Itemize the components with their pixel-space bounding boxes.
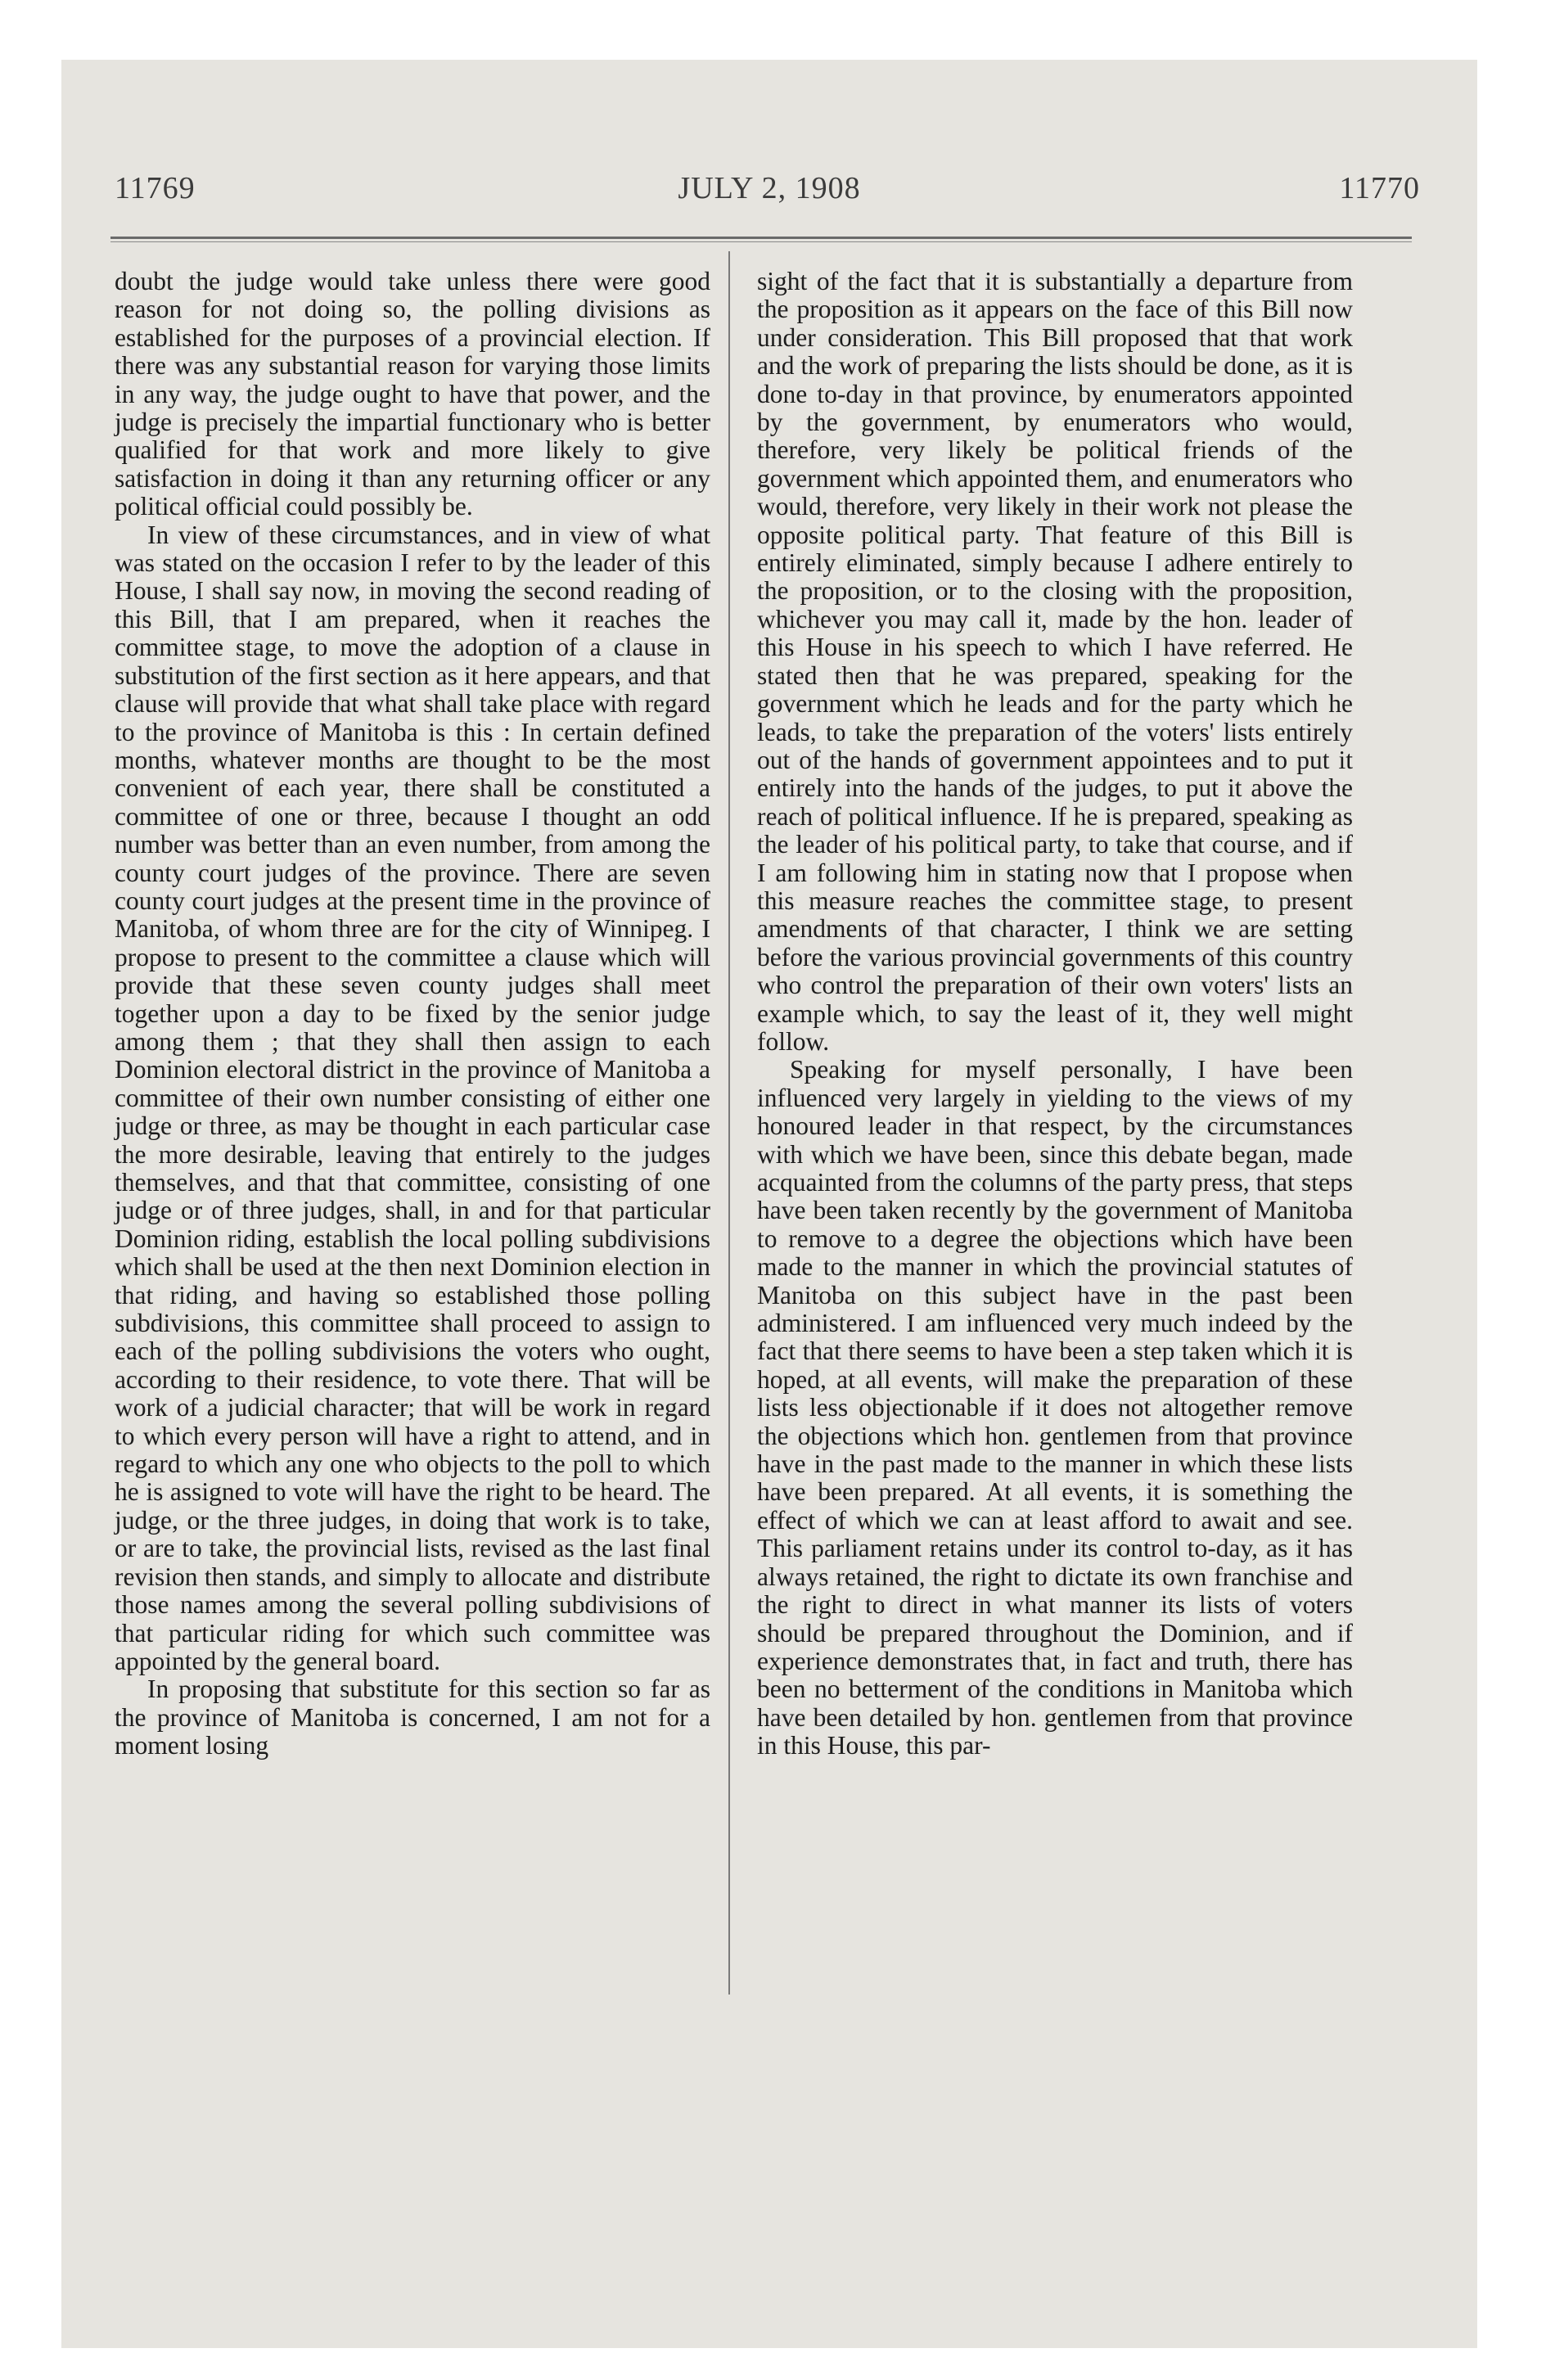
header-rule [110,237,1412,239]
left-paragraph-1: doubt the judge would take unless there were good reason for not doing so, the polling divisions as established for the purposes of a provincial election. If there was any substantial reason for varying those limits in any way, the judge ought to have that power, and the judge is precisely the impartial functionary who is better qualified for that work and more likely to give satisfaction in doing it than any returning officer or any political official could possibly be. [115,267,710,521]
right-paragraph-1: sight of the fact that it is substantially a departure from the proposition as it appears on the face of this Bill now under consideration. This Bill proposed that that work and the work of preparing the lists should be done, as it is done to-day in that province, by enumerators appointed by the government, by enumerators who would, therefore, very likely be political friends of the government which appointed them, and enumerators who would, therefore, very likely in their work not please the opposite political party. That feature of this Bill is entirely eliminated, simply because I adhere entirely to the proposition, or to the closing with the proposition, whichever you may call it, made by the hon. leader of this House in his speech to which I have referred. He stated then that he was prepared, speaking for the government which he leads and for the party which he leads, to take the preparation of the voters' lists entirely out of the hands of government appointees and to put it entirely into the hands of the judges, to put it above the reach of political influence. If he is prepared, speaking as the leader of his political party, to take that course, and if I am following him in stating now that I propose when this measure reaches the committee stage, to present amendments of that character, I think we are setting before the various provincial governments of this country who control the preparation of their own voters' lists an example which, to say the least of it, they well might follow. [757,267,1353,1056]
left-column [115,268,710,1760]
right-paragraph-2: Speaking for myself personally, I have been influenced very largely in yielding to the views of my honoured leader in that respect, by the circumstances with which we have been, since this debate began, made acquainted from the columns of the party press, that steps have been taken recently by the government of Manitoba to remove to a degree the objections which have been made to the manner in which the provincial statutes of Manitoba on this subject have in the past been administered. I am influenced very much indeed by the fact that there seems to have been a step taken which it is hoped, at all events, will make the preparation of these lists less objectionable if it does not altogether remove the objections which hon. gentlemen from that province have in the past made to the manner in which these lists have been prepared. At all events, it is something the effect of which we can at least afford to await and see. This parliament retains under its control to-day, as it has always retained, the right to dictate its own franchise and the right to direct in what manner its lists of voters should be prepared throughout the Dominion, and if experience demonstrates that, in fact and truth, there has been no betterment of the conditions in Manitoba which have been detailed by hon. gentlemen from that province in this House, this par- [757,1055,1353,1760]
left-paragraph-2: In view of these circumstances, and in view of what was stated on the occasion I refer to by the leader of this House, I shall say now, in moving the second reading of this Bill, that I am prepared, when it reaches the committee stage, to move the adoption of a clause in substitution of the first section as it here appears, and that clause will provide that what shall take place with regard to the province of Manitoba is this : In certain defined months, whatever months are thought to be the most convenient of each year, there shall be constituted a committee of one or three, because I thought an odd number was better than an even number, from among the county court judges of the province. There are seven county court judges at the present time in the province of Manitoba, of whom three are for the city of Winnipeg. I propose to present to the committee a clause which will provide that these seven county judges shall meet together upon a day to be fixed by the senior judge among them ; that they shall then assign to each Dominion electoral district in the province of Manitoba a committee of their own number consisting of either one judge or three, as may be thought in each particular case the more desirable, leaving that entirely to the judges themselves, and that that committee, consisting of one judge or of three judges, shall, in and for that particular Dominion riding, establish the local polling subdivisions which shall be used at the then next Dominion election in that riding, and having so established those polling subdivisions, this committee shall proceed to assign to each of the polling subdivisions the voters who ought, according to their residence, to vote there. That will be work of a judicial character; that will be work in regard to which every person will have a right to attend, and in regard to which any one who objects to the poll to which he is assigned to vote will have the right to be heard. The judge, or the three judges, in doing that work is to take, or are to take, the provincial lists, revised as the last final revision then stands, and simply to allocate and distribute those names among the several polling subdivisions of that particular riding for which such committee was appointed by the general board. [115,520,710,1675]
page-sheet [61,60,1477,2348]
page-header [61,170,1477,219]
page-number-right: 11770 [1339,171,1420,205]
header-rule-thin [110,241,1412,242]
right-column [757,268,1353,1760]
column-divider [728,251,730,1995]
left-paragraph-3: In proposing that substitute for this section so far as the province of Manitoba is concerned, I am not for a moment losing [115,1675,710,1760]
page-date: JULY 2, 1908 [678,171,861,205]
scan-frame [61,60,1477,2348]
page-number-left: 11769 [115,171,196,205]
